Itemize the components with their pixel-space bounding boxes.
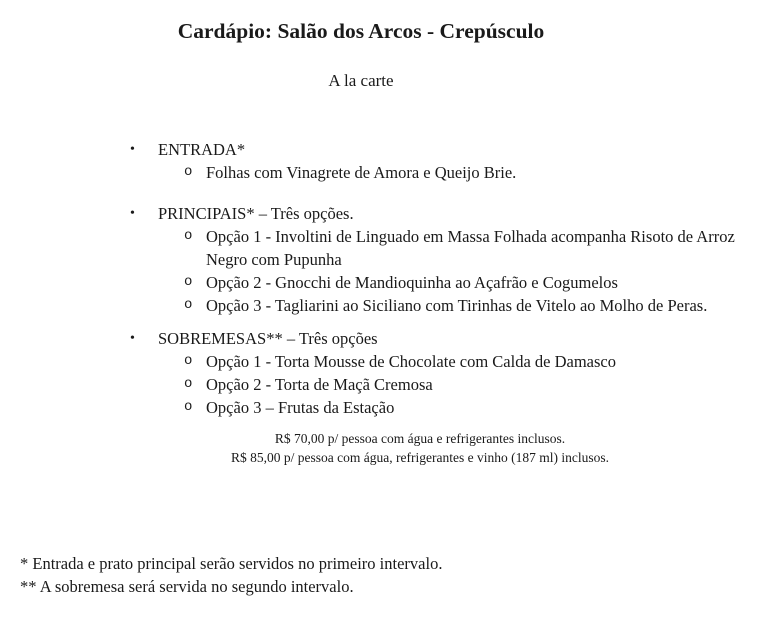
menu-item: [184, 396, 769, 419]
page-title: Cardápio: Salão dos Arcos - Crepúsculo: [177, 19, 545, 43]
menu-item: [184, 271, 769, 294]
section-heading-row: [130, 202, 769, 225]
section-heading-text: PRINCIPAIS* – Três opções.: [158, 204, 354, 223]
price-line: R$ 70,00 p/ pessoa com água e refrigerantes inclusos.: [274, 431, 566, 446]
menu-list: [130, 138, 769, 419]
menu-item-text: Opção 1 - Torta Mousse de Chocolate com Calda de Damasco: [206, 352, 617, 371]
menu-item: [184, 350, 769, 373]
title-block: [0, 0, 722, 92]
footnote-line: ** A sobremesa será servida no segundo intervalo.: [20, 577, 354, 596]
pricing-block: [71, 430, 769, 467]
section-heading-text: SOBREMESAS** – Três opções: [158, 329, 378, 348]
menu-item-text: Opção 2 - Torta de Maçã Cremosa: [206, 375, 433, 394]
menu-item: [184, 161, 769, 184]
circle-bullet-icon: o: [184, 353, 193, 369]
section-principais: [130, 202, 769, 317]
menu-item: [184, 294, 769, 317]
menu-item-text: Opção 1 - Involtini de Linguado em Massa Folhada acompanha Risoto de Arroz Negro com Pupunha: [206, 227, 735, 269]
section-heading-row: [130, 327, 769, 350]
menu-item-text: Opção 3 - Tagliarini ao Siciliano com Tirinhas de Vitelo ao Molho de Peras.: [206, 296, 708, 315]
disc-bullet-icon: •: [130, 206, 135, 221]
section-entrada: [130, 138, 769, 184]
circle-bullet-icon: o: [184, 164, 193, 180]
menu-item-text: Opção 3 – Frutas da Estação: [206, 398, 395, 417]
circle-bullet-icon: o: [184, 376, 193, 392]
disc-bullet-icon: •: [130, 331, 135, 346]
footnotes-block: [20, 552, 442, 598]
section-heading-row: [130, 138, 769, 161]
circle-bullet-icon: o: [184, 228, 193, 244]
circle-bullet-icon: o: [184, 399, 193, 415]
disc-bullet-icon: •: [130, 142, 135, 157]
section-sobremesas: [130, 327, 769, 419]
menu-item-text: Folhas com Vinagrete de Amora e Queijo Brie.: [206, 163, 517, 182]
menu-item-text: Opção 2 - Gnocchi de Mandioquinha ao Açafrão e Cogumelos: [206, 273, 618, 292]
price-line: R$ 85,00 p/ pessoa com água, refrigerantes e vinho (187 ml) inclusos.: [231, 449, 609, 465]
section-heading-text: ENTRADA*: [158, 140, 246, 159]
page-subtitle: A la carte: [328, 71, 394, 90]
menu-item: [184, 225, 769, 271]
menu-item: [184, 373, 769, 396]
circle-bullet-icon: o: [184, 274, 193, 290]
circle-bullet-icon: o: [184, 297, 193, 313]
footnote-line: * Entrada e prato principal serão servidos no primeiro intervalo.: [20, 554, 443, 573]
